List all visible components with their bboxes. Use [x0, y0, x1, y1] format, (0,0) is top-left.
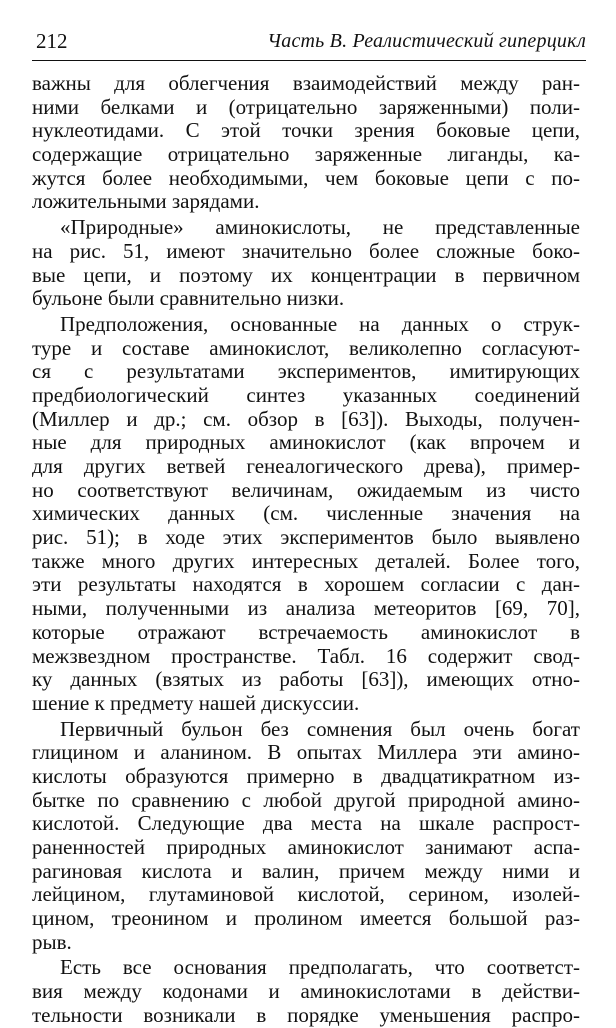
text-line: но соответствуют величинам, ожидаемым из чисто [32, 477, 580, 502]
page-number: 212 [36, 29, 68, 53]
text-line: вые цепи, и поэтому их концентрации в первичном [32, 262, 580, 287]
text-line: ку данных (взятых из работы [63]), имеющих отно- [32, 667, 580, 692]
text-line: межзвездном пространстве. Табл. 16 содержит свод- [32, 643, 580, 668]
text-line: также много других интересных деталей. Более того, [32, 548, 580, 573]
text-line: цином, треонином и пролином имеется большой раз- [32, 906, 580, 931]
text-line: глицином и аланином. В опытах Миллера эти амино- [32, 740, 580, 765]
header-rule [32, 60, 586, 61]
text-line: шение к предмету нашей дискуссии. [32, 690, 360, 715]
body-text [32, 72, 580, 1028]
text-line: раненностей природных аминокислот занимают аспа- [32, 835, 580, 859]
paragraph [32, 718, 580, 955]
text-line: Предположения, основанные на данных о струк- [60, 311, 580, 336]
page-header [32, 26, 586, 60]
text-line: (Миллер и др.; см. обзор в [63]). Выходы, получен- [32, 406, 580, 431]
text-line: ними белками и (отрицательно заряженными) поли- [32, 94, 580, 119]
text-line: вия между кодонами и аминокислотами в действи- [32, 979, 580, 1004]
text-line: для других ветвей генеалогического древа), пример- [32, 454, 580, 478]
paragraph [32, 216, 580, 311]
text-line: важны для облегчения взаимодействий между ран- [32, 71, 580, 95]
text-line: «Природные» аминокислоты, не представленные [60, 215, 580, 240]
text-line: предбиологический синтез указанных соединений [32, 382, 580, 407]
text-line: химических данных (см. численные значения на [32, 501, 580, 526]
text-line: которые отражают встречаемость аминокислот в [32, 619, 580, 644]
text-line: Первичный бульон без сомнения был очень богат [60, 716, 580, 741]
text-line: тельности возникали в порядке уменьшения распро- [32, 1002, 580, 1027]
text-line: рагиновая кислота и валин, причем между ними и [32, 858, 580, 883]
paragraph [32, 72, 580, 214]
paragraph [32, 313, 580, 716]
text-line: рыв. [32, 929, 72, 954]
text-line: Есть все основания предполагать, что соответст- [60, 955, 580, 980]
text-line: кислоты образуются примерно в двадцатикратном из- [32, 763, 580, 788]
text-line: эти результаты находятся в хорошем согласии с дан- [32, 572, 580, 597]
text-line: кислотой. Следующие два места на шкале распрост- [32, 811, 580, 836]
text-line: жутся более необходимыми, чем боковые цепи с по- [32, 165, 580, 190]
text-line: на рис. 51, имеют значительно более сложные боко- [32, 238, 580, 263]
text-line: ными, полученными из анализа метеоритов [69, 70], [32, 596, 580, 621]
running-title: Часть В. Реалистический гиперцикл [267, 30, 586, 52]
text-line: содержащие отрицательно заряженные лиганды, ка- [32, 142, 580, 167]
text-line: нуклеотидами. С этой точки зрения боковые цепи, [32, 118, 580, 143]
text-line: бытке по сравнению с любой другой природной амино- [32, 787, 580, 812]
text-line: бульоне были сравнительно низки. [32, 286, 345, 311]
text-line: ся с результатами экспериментов, имитирующих [32, 359, 580, 384]
paragraph [32, 956, 580, 1027]
text-line: рис. 51); в ходе этих экспериментов было выявлено [32, 525, 580, 550]
text-line: ложительными зарядами. [32, 189, 260, 214]
text-line: лейцином, глутаминовой кислотой, серином, изолей- [32, 882, 580, 907]
text-line: ные для природных аминокислот (как впрочем и [32, 430, 580, 455]
text-line: туре и составе аминокислот, великолепно согласуют- [32, 335, 580, 360]
